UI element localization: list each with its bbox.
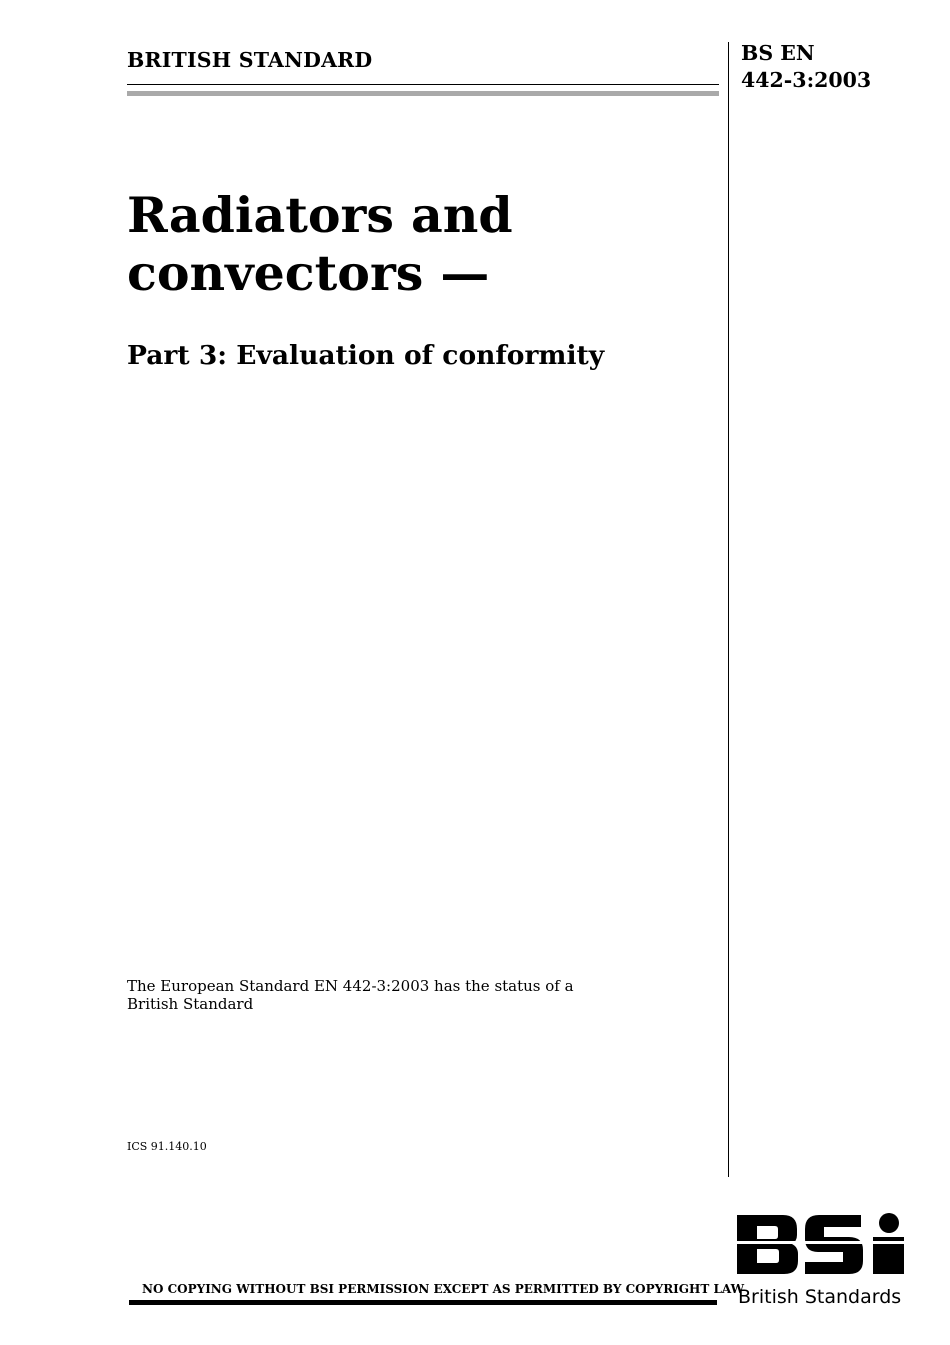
standard-code-line1: BS EN xyxy=(741,41,815,65)
footer-rule xyxy=(129,1300,717,1305)
standard-code-line2: 442-3:2003 xyxy=(741,68,872,92)
document-title xyxy=(127,186,513,302)
bsi-logo-caption: British Standards xyxy=(738,1286,902,1308)
standard-type-label: BRITISH STANDARD xyxy=(127,48,373,72)
document-subtitle: Part 3: Evaluation of conformity xyxy=(127,340,605,371)
document-title-line1: Radiators and xyxy=(127,186,513,244)
standard-code xyxy=(741,40,871,94)
header-rule-thick xyxy=(127,91,719,96)
status-statement xyxy=(127,977,574,1013)
copyright-notice: NO COPYING WITHOUT BSI PERMISSION EXCEPT AS PERMITTED BY COPYRIGHT LAW xyxy=(142,1282,745,1296)
status-statement-line2: British Standard xyxy=(127,995,254,1013)
ics-code: ICS 91.140.10 xyxy=(127,1140,207,1153)
document-title-line2: convectors — xyxy=(127,244,490,302)
vertical-divider xyxy=(728,42,729,1177)
header-rule-thin xyxy=(127,84,719,85)
status-statement-line1: The European Standard EN 442-3:2003 has the status of a xyxy=(127,977,574,995)
